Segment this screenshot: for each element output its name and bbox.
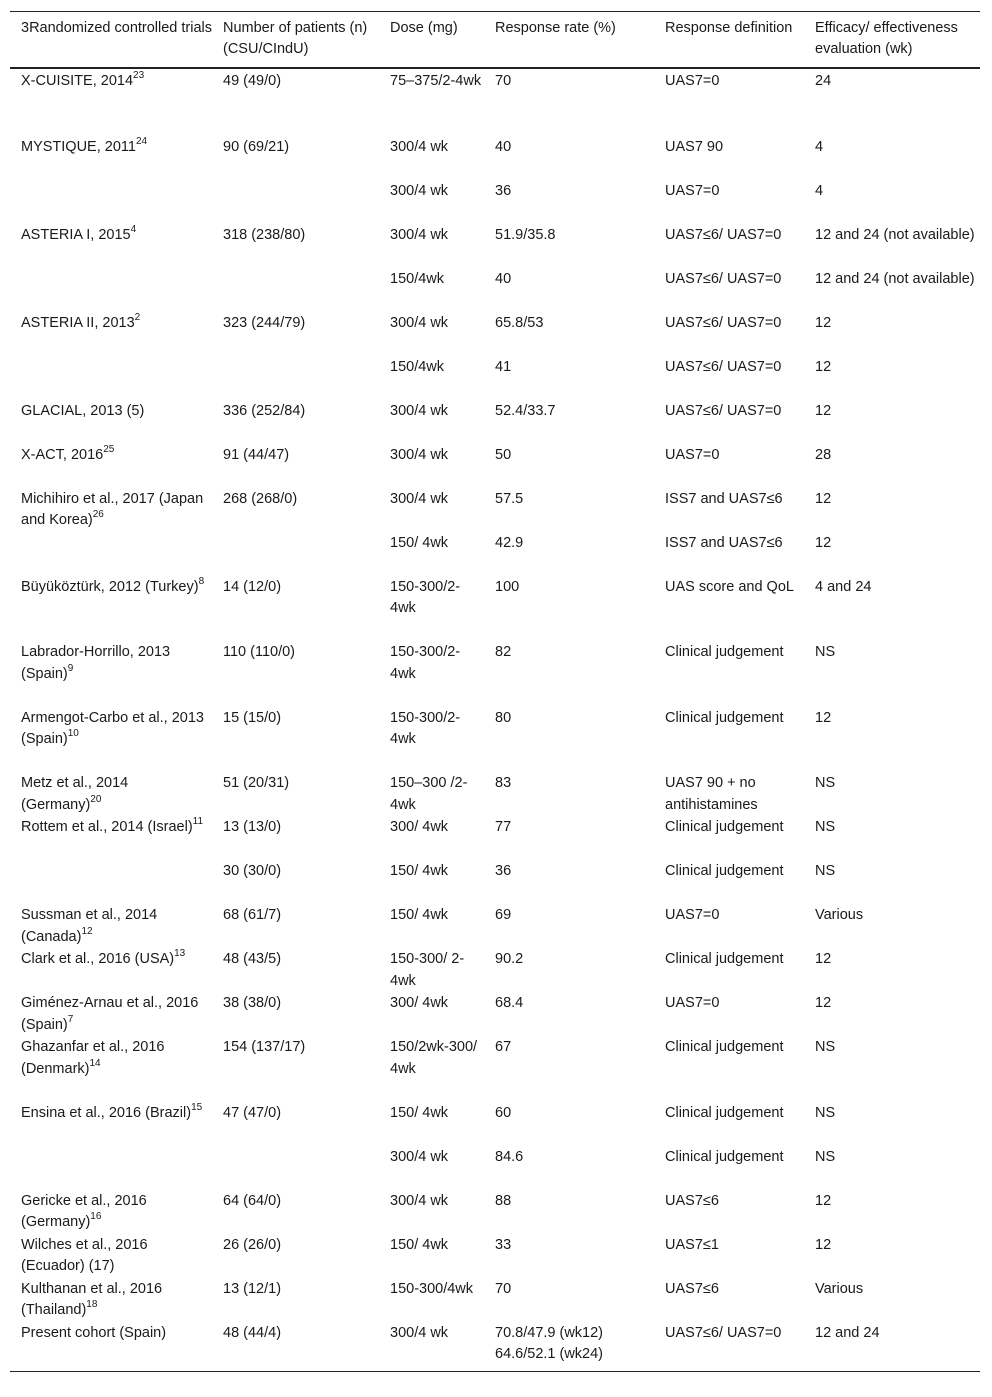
- cell-dose: 150/ 4wk: [390, 534, 449, 551]
- reference-superscript: 4: [130, 223, 137, 235]
- cell-study: [10, 861, 212, 905]
- cell-evaluation: NS: [815, 863, 836, 879]
- cell-study: Labrador-Horrillo, 2013 (Spain)$^9$: [21, 644, 171, 682]
- cell-dose: 75–375/2-4wk: [390, 73, 482, 89]
- cell-evaluation: 12: [815, 1236, 832, 1253]
- cell-patients: 268 (268/0): [223, 490, 298, 507]
- table-row: [10, 1235, 980, 1279]
- cell-patients: [212, 1147, 379, 1191]
- cell-study: Ensina et al., 2016 (Brazil)$^{15}$: [21, 1101, 203, 1121]
- cell-study: X-CUISITE, 2014$^{23}$: [21, 70, 145, 89]
- cell-dose: 150-300/ 2-4wk: [390, 951, 465, 989]
- cell-response-definition: UAS7≤6/ UAS7=0: [665, 270, 782, 287]
- cell-evaluation: NS: [815, 644, 836, 660]
- cell-response-rate: 36: [495, 182, 512, 199]
- cell-patients: [212, 357, 379, 401]
- table-row: [10, 489, 980, 533]
- table-row: [10, 577, 980, 643]
- col-header-patients: Number of patients (n) (CSU/CIndU): [223, 20, 368, 57]
- table-row: [10, 1191, 980, 1235]
- cell-response-rate: 51.9/35.8: [495, 226, 556, 243]
- cell-response-rate: 82: [495, 644, 512, 660]
- cell-response-rate: 40: [495, 138, 512, 155]
- cell-patients: 51 (20/31): [223, 775, 290, 791]
- cell-study: Kulthanan et al., 2016 (Thailand)$^{18}$: [21, 1280, 163, 1318]
- reference-superscript: 18: [86, 1299, 98, 1311]
- cell-dose: 150/ 4wk: [390, 863, 449, 879]
- cell-dose: 150/ 4wk: [390, 907, 449, 923]
- cell-evaluation: NS: [815, 819, 836, 835]
- cell-dose: 300/4 wk: [390, 1192, 449, 1209]
- cell-study: ASTERIA I, 2015$^4$: [21, 223, 137, 243]
- cell-patients: 336 (252/84): [223, 402, 306, 419]
- cell-patients: 15 (15/0): [223, 709, 282, 726]
- cell-patients: 68 (61/7): [223, 907, 282, 923]
- cell-response-rate: 57.5: [495, 490, 524, 507]
- cell-study: MYSTIQUE, 2011$^{24}$: [21, 135, 148, 155]
- cell-evaluation: 12: [815, 709, 832, 726]
- cell-dose: 300/4 wk: [390, 182, 449, 199]
- cell-response-rate: 100: [495, 578, 520, 595]
- reference-superscript: 20: [90, 793, 102, 805]
- cell-response-definition: UAS score and QoL: [665, 578, 794, 595]
- cell-evaluation: 12: [815, 1192, 832, 1209]
- col-header-study: 3Randomized controlled trials: [21, 20, 213, 36]
- cell-patients: [212, 269, 379, 313]
- cell-evaluation: 12 and 24: [815, 1324, 880, 1341]
- cell-dose: 150-300/2-4wk: [390, 709, 461, 747]
- reference-superscript: 7: [67, 1013, 74, 1025]
- cell-response-definition: UAS7≤6/ UAS7=0: [665, 226, 782, 243]
- cell-evaluation: NS: [815, 775, 836, 791]
- cell-response-rate: 88: [495, 1192, 512, 1209]
- cell-evaluation: 28: [815, 446, 832, 463]
- cell-evaluation: 12: [815, 490, 832, 507]
- cell-response-definition: UAS7=0: [665, 907, 720, 923]
- cell-evaluation: 4 and 24: [815, 578, 872, 595]
- cell-study: [10, 181, 212, 225]
- cell-evaluation: 24: [815, 73, 832, 89]
- cell-evaluation: NS: [815, 1039, 836, 1055]
- cell-patients: 14 (12/0): [223, 578, 282, 595]
- cell-response-definition: Clinical judgement: [665, 819, 784, 835]
- table-container: [10, 11, 980, 1372]
- cell-response-definition: UAS7≤6/ UAS7=0: [665, 402, 782, 419]
- cell-patients: 30 (30/0): [223, 863, 282, 879]
- cell-response-definition: Clinical judgement: [665, 1148, 784, 1165]
- cell-response-definition: UAS7=0: [665, 446, 720, 463]
- cell-response-definition: UAS7 90: [665, 138, 724, 155]
- cell-patients: 323 (244/79): [223, 314, 306, 331]
- table-row: [10, 181, 980, 225]
- cell-response-rate: 70: [495, 73, 512, 89]
- reference-superscript: 16: [90, 1211, 102, 1223]
- cell-study: Sussman et al., 2014 (Canada)$^{12}$: [21, 907, 158, 945]
- table-header: [10, 12, 980, 69]
- cell-study: [10, 1147, 212, 1191]
- cell-response-definition: UAS7≤1: [665, 1236, 719, 1253]
- table-row: [10, 1279, 980, 1323]
- cell-response-rate: 70.8/47.9 (wk12) 64.6/52.1 (wk24): [495, 1324, 604, 1362]
- cell-evaluation: Various: [815, 907, 864, 923]
- cell-response-rate: 36: [495, 863, 512, 879]
- cell-dose: 300/4 wk: [390, 226, 449, 243]
- cell-study: X-ACT, 2016$^{25}$: [21, 443, 115, 463]
- cell-dose: 150-300/4wk: [390, 1280, 474, 1297]
- cell-dose: 150/4wk: [390, 270, 445, 287]
- cell-patients: 38 (38/0): [223, 995, 282, 1011]
- cell-patients: 318 (238/80): [223, 226, 306, 243]
- cell-study: Ghazanfar et al., 2016 (Denmark)$^{14}$: [21, 1039, 165, 1077]
- cell-response-rate: 41: [495, 358, 512, 375]
- cell-dose: 150-300/2-4wk: [390, 578, 461, 616]
- reference-superscript: 14: [89, 1057, 101, 1069]
- cell-study: Büyüköztürk, 2012 (Turkey)$^8$: [21, 575, 205, 595]
- cell-study: [10, 533, 212, 577]
- reference-superscript: 15: [191, 1101, 203, 1113]
- col-header-evaluation: Efficacy/ effectiveness evaluation (wk): [815, 20, 958, 57]
- table-row: [10, 445, 980, 489]
- cell-response-definition: Clinical judgement: [665, 1039, 784, 1055]
- cell-dose: 150/4wk: [390, 358, 445, 375]
- cell-study: GLACIAL, 2013 (5): [21, 402, 145, 419]
- cell-study: Clark et al., 2016 (USA)$^{13}$: [21, 948, 186, 967]
- table-row: [10, 269, 980, 313]
- cell-study: Present cohort (Spain): [21, 1324, 167, 1341]
- table-row: [10, 225, 980, 269]
- cell-dose: 300/4 wk: [390, 402, 449, 419]
- cell-dose: 300/4 wk: [390, 446, 449, 463]
- cell-evaluation: 12: [815, 358, 832, 375]
- cell-patients: 64 (64/0): [223, 1192, 282, 1209]
- cell-dose: 150/ 4wk: [390, 1236, 449, 1253]
- reference-superscript: 26: [92, 509, 104, 521]
- col-header-response-rate: Response rate (%): [495, 20, 616, 36]
- reference-superscript: 25: [103, 443, 115, 455]
- cell-response-definition: Clinical judgement: [665, 644, 784, 660]
- reference-superscript: 8: [198, 575, 205, 587]
- cell-response-rate: 83: [495, 775, 512, 791]
- cell-response-definition: UAS7≤6: [665, 1280, 719, 1297]
- cell-patients: 47 (47/0): [223, 1104, 282, 1121]
- cell-response-rate: 80: [495, 709, 512, 726]
- cell-dose: 300/ 4wk: [390, 995, 449, 1011]
- cell-study: Armengot-Carbo et al., 2013 (Spain)$^{10}$: [21, 709, 204, 747]
- table-row: [10, 1323, 980, 1372]
- cell-dose: 300/4 wk: [390, 490, 449, 507]
- cell-response-definition: ISS7 and UAS7≤6: [665, 534, 783, 551]
- reference-superscript: 24: [135, 135, 148, 147]
- table-row: [10, 773, 980, 817]
- cell-patients: [212, 181, 379, 225]
- cell-response-definition: UAS7=0: [665, 182, 720, 199]
- table-row: [10, 708, 980, 774]
- col-header-response-definition: Response definition: [665, 20, 793, 36]
- cell-patients: 48 (43/5): [223, 951, 282, 967]
- cell-study: Giménez-Arnau et al., 2016 (Spain)$^7$: [21, 995, 199, 1033]
- cell-dose: 300/4 wk: [390, 314, 449, 331]
- cell-dose: 150/ 4wk: [390, 1104, 449, 1121]
- cell-response-definition: Clinical judgement: [665, 1104, 784, 1121]
- cell-patients: 110 (110/0): [223, 644, 296, 660]
- table-row: [10, 993, 980, 1037]
- table-row: [10, 642, 980, 708]
- table-row: [10, 861, 980, 905]
- cell-evaluation: NS: [815, 1104, 836, 1121]
- cell-patients: 26 (26/0): [223, 1236, 282, 1253]
- cell-response-rate: 68.4: [495, 995, 524, 1011]
- cell-response-rate: 40: [495, 270, 512, 287]
- cell-response-definition: UAS7≤6/ UAS7=0: [665, 358, 782, 375]
- cell-response-definition: UAS7=0: [665, 73, 720, 89]
- table-row: [10, 401, 980, 445]
- table-row: [10, 137, 980, 181]
- cell-evaluation: 4: [815, 182, 824, 199]
- cell-response-definition: ISS7 and UAS7≤6: [665, 490, 783, 507]
- data-table: [10, 11, 980, 1372]
- cell-patients: [212, 533, 379, 577]
- table-row: [10, 313, 980, 357]
- cell-dose: 150/2wk-300/ 4wk: [390, 1039, 478, 1077]
- reference-superscript: 11: [192, 816, 204, 828]
- cell-response-rate: 69: [495, 907, 512, 923]
- cell-response-definition: UAS7=0: [665, 995, 720, 1011]
- reference-superscript: 10: [67, 728, 79, 740]
- cell-study: Rottem et al., 2014 (Israel)$^{11}$: [21, 816, 204, 835]
- cell-dose: 300/ 4wk: [390, 819, 449, 835]
- cell-evaluation: 12: [815, 314, 832, 331]
- cell-response-rate: 70: [495, 1280, 512, 1297]
- table-row: [10, 1037, 980, 1103]
- cell-response-definition: UAS7≤6: [665, 1192, 719, 1209]
- cell-response-rate: 67: [495, 1039, 512, 1055]
- reference-superscript: 2: [134, 311, 141, 323]
- cell-dose: 300/4 wk: [390, 1324, 449, 1341]
- cell-patients: 91 (44/47): [223, 446, 290, 463]
- cell-evaluation: 12: [815, 534, 832, 551]
- table-row: [10, 949, 980, 993]
- table-row: [10, 1103, 980, 1147]
- cell-dose: 300/4 wk: [390, 138, 449, 155]
- cell-study: Metz et al., 2014 (Germany)$^{20}$: [21, 775, 129, 813]
- reference-superscript: 9: [67, 662, 74, 674]
- table-body: [10, 68, 980, 1371]
- cell-evaluation: 12: [815, 995, 832, 1011]
- cell-study: Gericke et al., 2016 (Germany)$^{16}$: [21, 1192, 147, 1230]
- table-row: [10, 533, 980, 577]
- cell-study: [10, 269, 212, 313]
- cell-response-definition: Clinical judgement: [665, 863, 784, 879]
- cell-evaluation: 12: [815, 951, 832, 967]
- cell-study: Wilches et al., 2016 (Ecuador) (17): [21, 1236, 148, 1274]
- cell-dose: 150-300/2-4wk: [390, 644, 461, 682]
- cell-study: ASTERIA II, 2013$^2$: [21, 311, 141, 331]
- table-row: [10, 357, 980, 401]
- cell-evaluation: 12 and 24 (not available): [815, 226, 975, 243]
- cell-patients: 49 (49/0): [223, 73, 282, 89]
- cell-response-rate: 84.6: [495, 1148, 524, 1165]
- cell-response-definition: UAS7≤6/ UAS7=0: [665, 1324, 782, 1341]
- cell-dose: 150–300 /2-4wk: [390, 775, 468, 813]
- cell-response-rate: 77: [495, 819, 512, 835]
- cell-patients: 13 (12/1): [223, 1280, 282, 1297]
- cell-patients: 154 (137/17): [223, 1039, 306, 1055]
- cell-evaluation: 12 and 24 (not available): [815, 270, 975, 287]
- reference-superscript: 23: [133, 70, 145, 82]
- cell-response-rate: 65.8/53: [495, 314, 544, 331]
- cell-evaluation: NS: [815, 1148, 836, 1165]
- table-row: [10, 1147, 980, 1191]
- cell-response-definition: UAS7≤6/ UAS7=0: [665, 314, 782, 331]
- cell-response-definition: UAS7 90 + no antihistamines: [665, 775, 758, 813]
- cell-evaluation: 12: [815, 402, 832, 419]
- reference-superscript: 13: [174, 948, 186, 960]
- cell-dose: 300/4 wk: [390, 1148, 449, 1165]
- cell-response-definition: Clinical judgement: [665, 951, 784, 967]
- cell-study: [10, 357, 212, 401]
- cell-evaluation: 4: [815, 138, 824, 155]
- cell-patients: 48 (44/4): [223, 1324, 282, 1341]
- reference-superscript: 12: [81, 925, 93, 937]
- cell-response-rate: 42.9: [495, 534, 524, 551]
- table-row: [10, 68, 980, 137]
- cell-study: Michihiro et al., 2017 (Japan and Korea)$^{26}$: [21, 490, 204, 528]
- col-header-dose: Dose (mg): [390, 20, 458, 36]
- cell-evaluation: Various: [815, 1280, 864, 1297]
- table-row: [10, 905, 980, 949]
- cell-response-rate: 33: [495, 1236, 512, 1253]
- table-row: [10, 817, 980, 861]
- cell-response-definition: Clinical judgement: [665, 709, 784, 726]
- cell-response-rate: 50: [495, 446, 512, 463]
- cell-patients: 90 (69/21): [223, 138, 290, 155]
- cell-patients: 13 (13/0): [223, 819, 282, 835]
- cell-response-rate: 52.4/33.7: [495, 402, 556, 419]
- cell-response-rate: 60: [495, 1104, 512, 1121]
- cell-response-rate: 90.2: [495, 951, 524, 967]
